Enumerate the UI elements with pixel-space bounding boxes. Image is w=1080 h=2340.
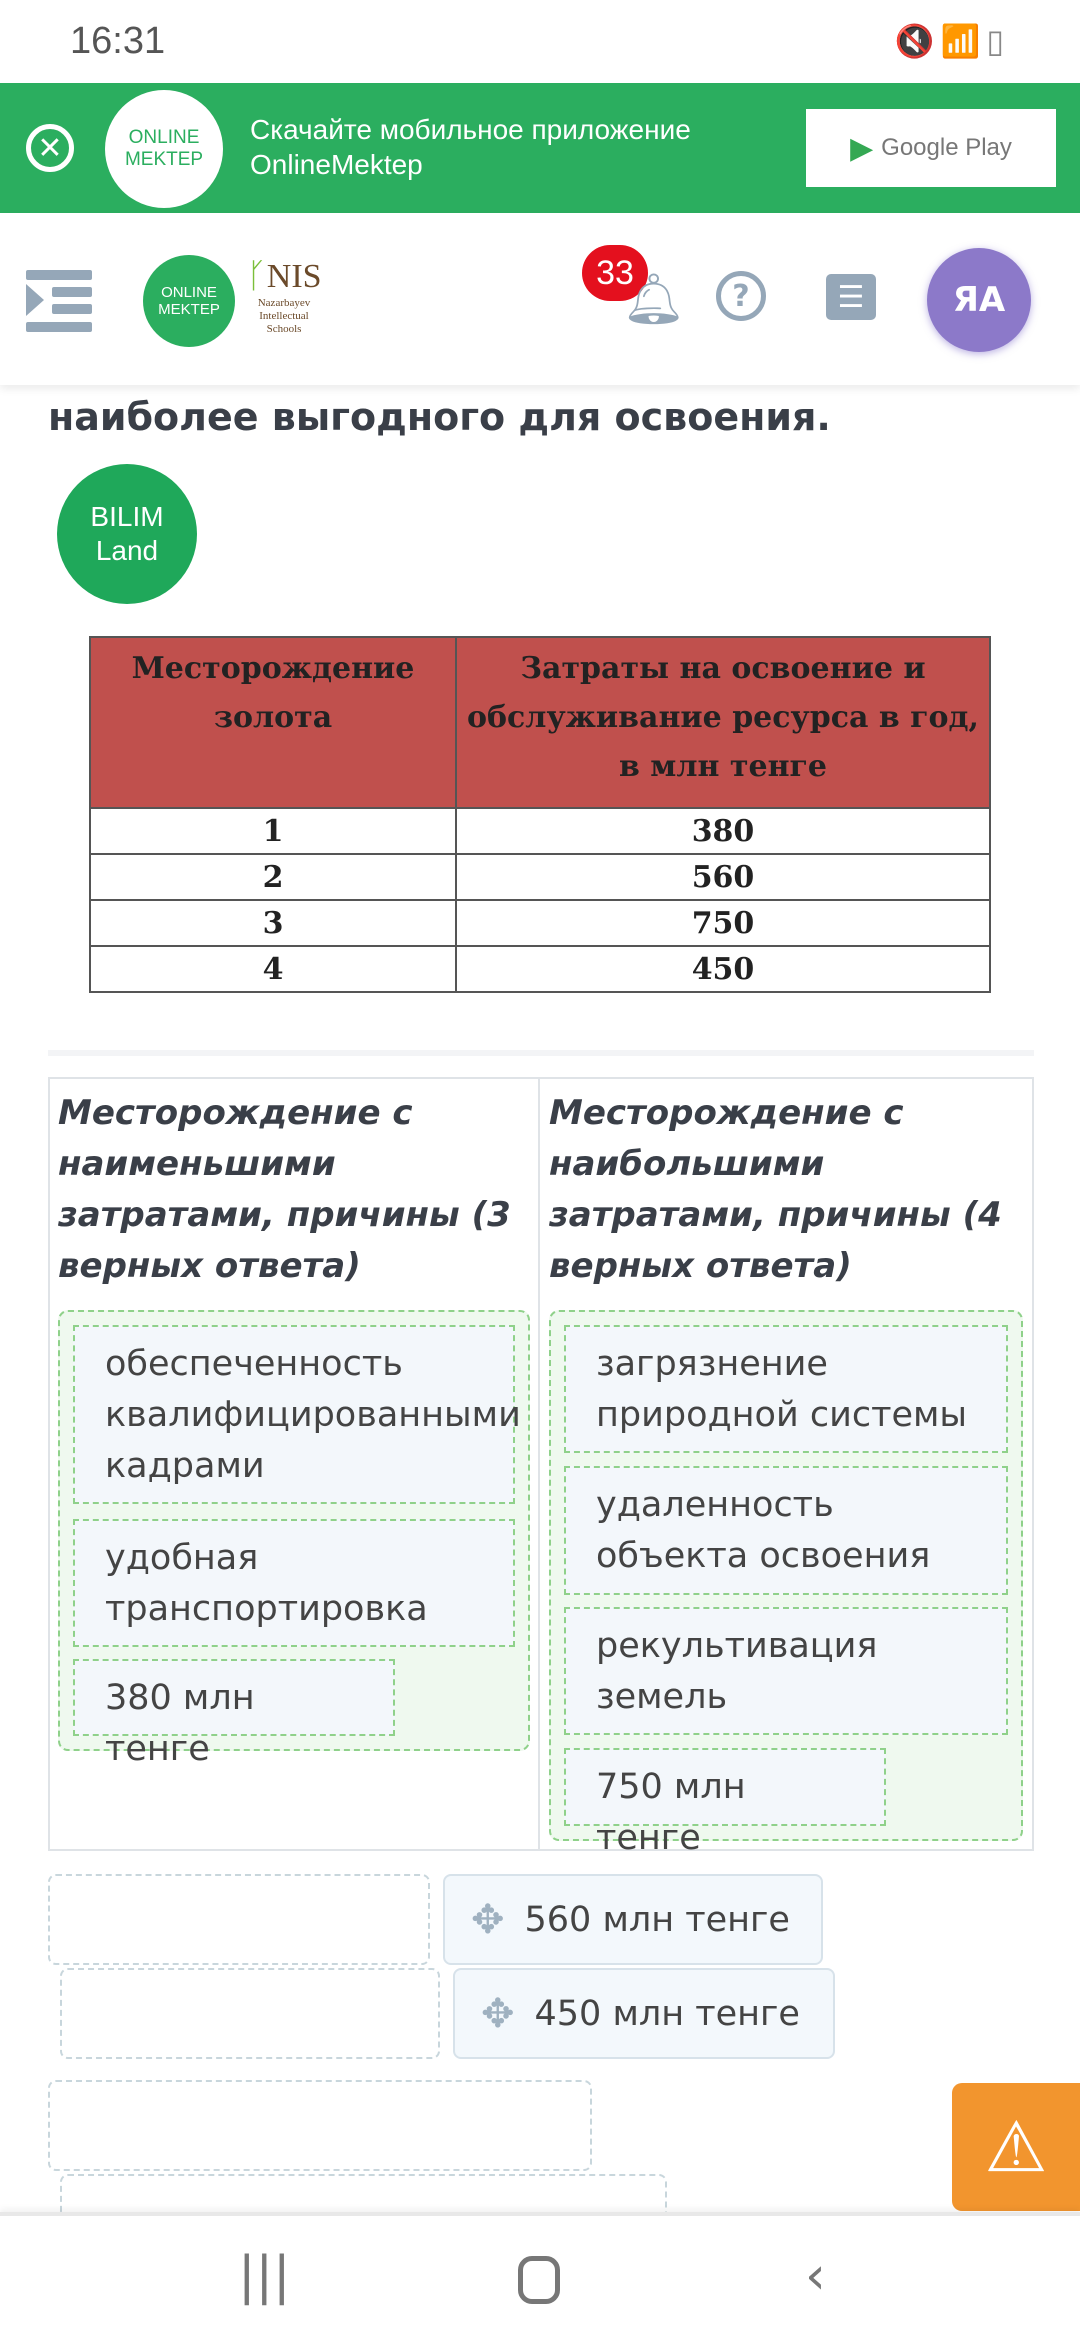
help-icon[interactable]: ? (716, 271, 766, 321)
table-cell: 380 (456, 808, 990, 854)
bell-icon[interactable]: 🔔︎ (622, 270, 686, 328)
banner-text-line: Скачайте мобильное приложение (250, 114, 691, 145)
recent-apps-icon[interactable]: ||| (238, 2246, 291, 2306)
divider (48, 1050, 1034, 1056)
draggable-answer[interactable] (453, 1968, 835, 2059)
back-icon[interactable]: ‹ (805, 2246, 826, 2306)
table-header: Затраты на освоение и обслуживание ресурса в год, в млн тенге (456, 637, 990, 808)
column-divider (538, 1077, 540, 1851)
mute-icon: 🔇 (894, 22, 941, 60)
empty-slot (48, 2080, 592, 2171)
table-row (90, 854, 990, 900)
empty-slot (60, 1968, 440, 2059)
table-cell: 3 (90, 900, 456, 946)
table-cell: 450 (456, 946, 990, 992)
home-icon[interactable] (518, 2256, 560, 2304)
answer-item[interactable]: удобная транспортировка (73, 1519, 515, 1647)
status-time: 16:31 (70, 20, 166, 62)
logo-text: ONLINE (128, 127, 200, 148)
logo-text: MEKTEP (158, 301, 220, 318)
answer-label: 560 млн тенге (524, 1899, 790, 1940)
avatar[interactable]: ЯА (927, 248, 1031, 352)
empty-slot (48, 1874, 430, 1965)
bilimland-logo (57, 464, 197, 604)
onlinemektep-logo (105, 90, 223, 208)
list-icon[interactable]: ☰ (826, 274, 876, 320)
banner-text (250, 112, 691, 182)
play-store-icon: ▶ (850, 131, 874, 165)
nis-title: NIS (266, 258, 322, 295)
nis-sub: Schools (266, 323, 302, 335)
wifi-icon: 📶 (940, 22, 987, 60)
nis-sub: Intellectual (259, 310, 309, 322)
answer-item[interactable]: обеспеченность квалифицированными кадрами (73, 1325, 515, 1504)
table-header: Месторождение золота (90, 637, 456, 808)
answer-item[interactable]: рекультивация земель (564, 1607, 1008, 1735)
warning-icon: ⚠ (984, 2106, 1048, 2188)
table-cell: 750 (456, 900, 990, 946)
onlinemektep-header-logo[interactable] (143, 255, 235, 347)
notification-count-badge: 33 (582, 245, 648, 301)
table-cell: 4 (90, 946, 456, 992)
move-icon: ✥ (471, 1896, 505, 1943)
table-row (90, 900, 990, 946)
logo-text: BILIM (90, 501, 164, 532)
status-icons (895, 22, 1010, 60)
nis-logo: ᚴNIS Nazarbayev Intellectual Schools (244, 257, 324, 347)
answer-item[interactable]: загрязнение природной системы (564, 1325, 1008, 1453)
google-play-button[interactable] (806, 109, 1056, 187)
table-cell: 1 (90, 808, 456, 854)
system-nav-bar (0, 2212, 1080, 2340)
table-cell: 560 (456, 854, 990, 900)
table-row (90, 808, 990, 854)
banner-text-line: OnlineMektep (250, 149, 423, 180)
nis-sub: Nazarbayev (257, 297, 311, 309)
question-title: наиболее выгодного для освоения. (48, 395, 831, 439)
table-row (90, 946, 990, 992)
move-icon: ✥ (481, 1990, 515, 2037)
table-cell: 2 (90, 854, 456, 900)
close-banner-icon[interactable]: ✕ (26, 124, 74, 172)
gold-deposits-table (89, 636, 991, 993)
store-label: Google Play (881, 134, 1012, 161)
column-heading-most-cost: Месторождение с наибольшими затратами, причины (4 верных ответа) (549, 1093, 1002, 1286)
draggable-answer[interactable] (443, 1874, 823, 1965)
answer-label: 450 млн тенге (534, 1993, 800, 2034)
column-heading-least-cost: Месторождение с наименьшими затратами, причины (3 верных ответа) (58, 1093, 511, 1286)
logo-text: ONLINE (161, 284, 217, 301)
menu-toggle-icon[interactable] (26, 270, 92, 332)
report-problem-button[interactable] (952, 2083, 1080, 2211)
status-bar (0, 0, 1080, 83)
answer-item[interactable]: 750 млн тенге (564, 1748, 886, 1826)
answer-item[interactable]: удаленность объекта освоения (564, 1466, 1008, 1595)
logo-text: MEKTEP (124, 149, 204, 170)
battery-icon: ▯ (986, 22, 1010, 60)
logo-text: Land (95, 535, 159, 566)
answer-item[interactable]: 380 млн тенге (73, 1659, 395, 1736)
